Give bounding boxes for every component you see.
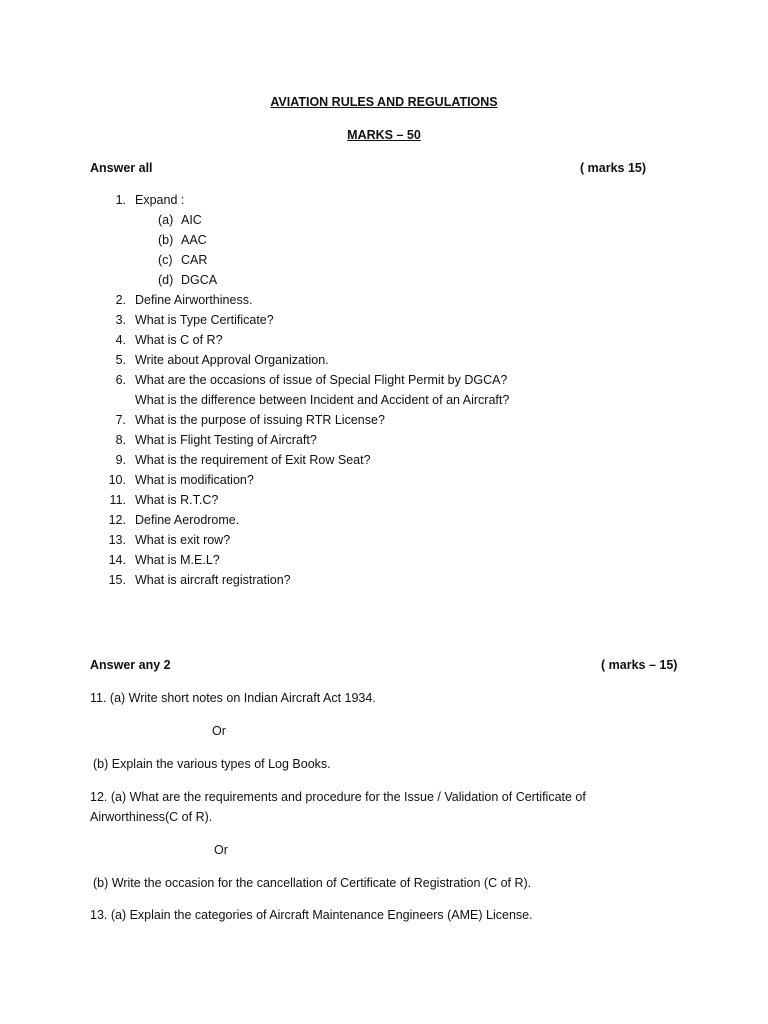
question-number: 8. [115,433,126,447]
question-13 [104,533,230,547]
question-text: What is Type Certificate? [135,313,274,327]
section2-heading: Answer any 2 [90,658,171,672]
question-11b: (b) Explain the various types of Log Books. [93,757,331,771]
question-number: 12. [108,513,126,527]
subitem-a [158,213,202,227]
question-text: What is R.T.C? [135,493,219,507]
question-6 [104,373,507,387]
question-8 [104,433,317,447]
question-2 [104,293,252,307]
question-text: What is the requirement of Exit Row Seat? [135,453,371,467]
question-text: Write about Approval Organization. [135,353,329,367]
question-12b: (b) Write the occasion for the cancellation of Certificate of Registration (C of R). [93,876,532,890]
question-13a: 13. (a) Explain the categories of Aircraft Maintenance Engineers (AME) License. [90,908,533,922]
subitem-b [158,233,207,247]
question-number: 14. [108,553,126,567]
question-number: 7. [115,413,126,427]
question-text: Expand : [135,193,185,207]
question-11 [104,493,218,507]
question-text: What is the difference between Incident and Accident of an Aircraft? [135,393,510,407]
question-number: 9. [115,453,126,467]
question-number: 6. [115,373,126,387]
section1-marks: ( marks 15) [580,161,647,175]
question-12a-line1: 12. (a) What are the requirements and procedure for the Issue / Validation of Certificate of [90,790,586,804]
question-12 [104,513,239,527]
question-number: 10. [108,473,126,487]
subitem-text: AAC [181,233,207,247]
question-text: What is modification? [135,473,254,487]
subitem-c [158,253,207,267]
question-text: Define Aerodrome. [135,513,240,527]
section2-marks: ( marks – 15) [601,658,678,672]
question-5 [104,353,329,367]
question-12a-line2: Airworthiness(C of R). [90,810,213,824]
question-number: 2. [115,293,126,307]
question-3 [104,313,274,327]
question-text: What is the purpose of issuing RTR License? [135,413,385,427]
question-9 [104,453,371,467]
question-10 [104,473,254,487]
question-1 [104,193,184,207]
question-text: What is aircraft registration? [135,573,291,587]
question-number: 5. [115,353,126,367]
question-text: What is exit row? [135,533,231,547]
question-number: 1. [115,193,126,207]
subitem-label: (d) [158,273,174,287]
question-text: What is C of R? [135,333,223,347]
question-number: 13. [108,533,126,547]
question-number: 11. [109,493,126,507]
total-marks: MARKS – 50 [347,128,421,142]
subitem-text: AIC [181,213,202,227]
subitem-d [158,273,217,287]
question-14 [104,553,220,567]
question-15 [104,573,291,587]
question-number: 4. [115,333,126,347]
subitem-label: (b) [158,233,174,247]
question-7 [104,413,385,427]
subitem-label: (a) [158,213,174,227]
or-separator: Or [214,843,228,857]
question-text: Define Airworthiness. [135,293,253,307]
page-title: AVIATION RULES AND REGULATIONS [270,95,498,109]
question-11a: 11. (a) Write short notes on Indian Aircraft Act 1934. [90,691,376,705]
subitem-label: (c) [158,253,173,267]
question-number: 3. [115,313,126,327]
subitem-text: DGCA [181,273,218,287]
or-separator: Or [212,724,226,738]
question-text: What is M.E.L? [135,553,220,567]
question-text: What is Flight Testing of Aircraft? [135,433,317,447]
question-number: 15. [108,573,126,587]
section1-heading: Answer all [90,161,153,175]
question-6-continuation [104,393,509,407]
subitem-text: CAR [181,253,208,267]
question-4 [104,333,223,347]
question-text: What are the occasions of issue of Special Flight Permit by DGCA? [135,373,508,387]
